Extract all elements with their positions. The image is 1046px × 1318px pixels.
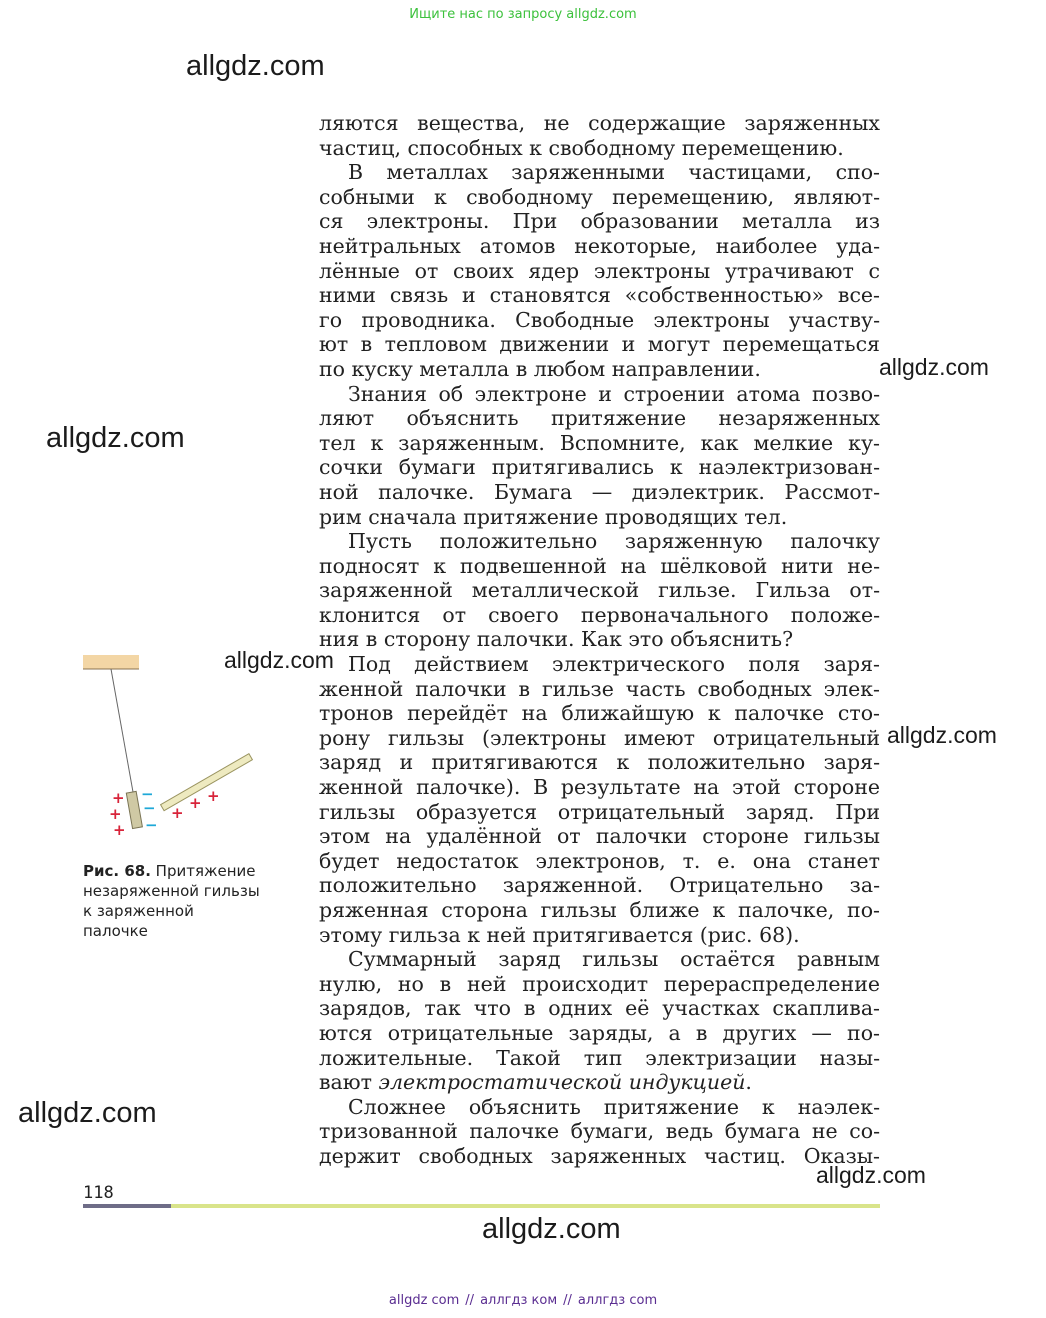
text-line: собными к свободному перемещению, являют- — [319, 184, 880, 209]
text-line: будет недостаток электронов, т. е. она станет — [319, 848, 880, 873]
text-line: ложительные. Такой тип электризации назы- — [319, 1045, 880, 1070]
text-line: этому гильза к ней притягивается (рис. 68). — [319, 922, 800, 947]
text-line: клонится от своего первоначального положе- — [319, 602, 880, 627]
text-line: Под действием электрического поля заря- — [348, 652, 880, 677]
bottom-link[interactable]: allgdz com — [388, 1293, 460, 1308]
caption-line: к заряженной — [83, 902, 194, 920]
text-line: Пусть положительно заряженную палочку — [348, 529, 880, 554]
watermark: allgdz.com — [887, 722, 997, 748]
text-segment: вают — [319, 1070, 379, 1095]
text-line: рим сначала притяжение проводящих тел. — [319, 504, 788, 529]
text-line: заряженной металлической гильзе. Гильза от- — [319, 578, 880, 603]
figure-label: Рис. 68. — [83, 862, 151, 880]
metal-sleeve — [126, 791, 142, 828]
text-line: рону гильзы (электроны имеют отрицательный — [319, 725, 880, 750]
plus-sign: + — [207, 787, 220, 805]
plus-sign: + — [113, 821, 126, 839]
caption-line: незаряженной гильзы — [83, 882, 260, 900]
body-text — [319, 111, 880, 1169]
watermark: allgdz.com — [816, 1162, 926, 1188]
text-line: женной палочки в гильзе часть свободных элек- — [319, 676, 880, 701]
bottom-links — [0, 1293, 1046, 1308]
watermark: allgdz.com — [224, 647, 334, 673]
text-line: Знания об электроне и строении атома позво- — [348, 381, 880, 406]
watermark: allgdz.com — [46, 422, 185, 454]
text-line: гильзы образуется отрицательный заряд. При — [319, 799, 880, 824]
silk-thread — [111, 669, 133, 792]
text-line: этом на удалённой от палочки стороне гильзы — [319, 824, 880, 849]
text-line: сочки бумаги притягивались к наэлектризован- — [319, 455, 880, 480]
bottom-link[interactable]: аллгдз com — [577, 1293, 658, 1308]
caption-line: Притяжение — [155, 862, 256, 880]
text-line: Суммарный заряд гильзы остаётся равным — [348, 947, 880, 972]
link-separator: // — [563, 1293, 572, 1308]
watermark: allgdz.com — [482, 1213, 621, 1245]
watermark: allgdz.com — [879, 354, 989, 380]
plus-sign: + — [171, 804, 184, 822]
minus-sign: − — [141, 785, 154, 803]
text-line: заряд и притягиваются к положительно заря- — [319, 750, 880, 775]
text-line: положительно заряженной. Отрицательно за- — [319, 873, 880, 898]
ceiling-mount — [83, 655, 139, 669]
minus-sign: − — [143, 799, 156, 817]
footer-rule-light — [171, 1204, 880, 1208]
text-segment: . — [745, 1070, 752, 1095]
watermark: allgdz.com — [18, 1097, 157, 1129]
plus-sign: + — [189, 794, 202, 812]
text-line: нулю, но в ней происходит перераспределение — [319, 971, 880, 996]
page-number: 118 — [83, 1183, 114, 1203]
text-line: ряженная сторона гильзы ближе к палочке, по- — [319, 898, 880, 922]
italic-term: электростатической индукцией — [378, 1070, 746, 1095]
text-line: Сложнее объяснить притяжение к наэлек- — [348, 1094, 880, 1119]
text-line: ния в сторону палочки. Как это объяснить? — [319, 627, 794, 652]
text-line: женной палочке). В результате на этой стороне — [319, 775, 880, 800]
plus-sign: + — [112, 789, 125, 807]
text-line: ются отрицательные заряды, а в других — по- — [319, 1020, 880, 1045]
watermark: allgdz.com — [186, 50, 325, 82]
text-line: ся электроны. При образовании металла из — [319, 209, 880, 234]
footer-rule-dark — [83, 1204, 171, 1208]
figure-caption — [83, 861, 298, 941]
text-line: частиц, способных к свободному перемещению. — [319, 135, 844, 160]
link-separator: // — [465, 1293, 475, 1308]
top-banner[interactable]: Ищите нас по запросу allgdz.com — [409, 7, 637, 22]
text-line: тризованной палочке бумаги, ведь бумага не со- — [319, 1119, 880, 1144]
text-line: лённые от своих ядер электроны утрачивают с — [319, 258, 880, 283]
plus-sign: + — [109, 805, 122, 823]
text-line: по куску металла в любом направлении. — [319, 356, 761, 381]
text-line: нейтральных атомов некоторые, наиболее уда- — [319, 233, 880, 258]
text-line: ной палочке. Бумага — диэлектрик. Рассмот- — [319, 479, 880, 504]
text-line: го проводника. Свободные электроны участву- — [319, 307, 880, 332]
text-line: ют в тепловом движении и могут перемещаться — [319, 332, 880, 357]
text-line: зарядов, так что в одних её участках скаплива- — [319, 996, 880, 1021]
text-line: тел к заряженным. Вспомните, как мелкие ку- — [319, 430, 880, 455]
text-line: тронов перейдёт на ближайшую к палочке сто- — [319, 701, 880, 726]
bottom-link[interactable]: аллгдз ком — [480, 1293, 558, 1308]
minus-sign: − — [145, 816, 158, 834]
text-line: подносят к подвешенной на шёлковой нити не- — [319, 553, 880, 578]
caption-line: палочке — [83, 922, 148, 940]
text-line: ляют объяснить притяжение незаряженных — [319, 406, 880, 431]
text-line: В металлах заряженными частицами, спо- — [348, 160, 880, 185]
text-line: ними связь и становятся «собственностью» все- — [319, 283, 880, 308]
text-line: держит свободных заряженных частиц. Оказы- — [319, 1143, 880, 1168]
figure-68-illustration — [80, 650, 255, 840]
text-line-with-term — [319, 1070, 880, 1095]
text-line: ляются вещества, не содержащие заряженных — [319, 111, 880, 135]
